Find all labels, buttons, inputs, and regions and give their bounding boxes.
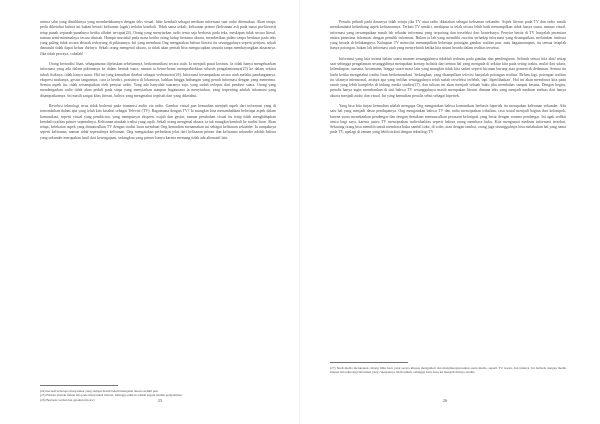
paragraph: Yang bisa kita tinjau kemudian adalah mengapa Ong mengatakan bahwa komunikasi berbasis hipertek itu merupakan kelisanan sekunder. Ada satu hal yang menjadi dasar pendapatnya. Ong mengatakan bahwa TV dan radio menciptakan tribalitas, rasa sosial menjadi bagian dari kelompok, karena suara menekankan pendengar dan dengan demikian memunculkan perasaan kelompok yang besar dengan sesama pendengar. Ini agak sedikit rancu bagi saya, karena justru TV menciptakan individualitas seperti halnya orang membaca buku. Kita menguasai medium informasi tersebut. Sekarang orang bisa memilih untuk membaca buku sambil tidur, di toilet, atau dengan tambat, orang juga sesungguhnya bisa melakukan hal yang sama pada TV, apalagi di zaman yang lebih terkini dengan teknologi TV xyxy=(330,104,566,135)
footnote: (27) Studi media merupakan cabang ilmu baru yang secara khusus mengamati dan menginterpretasikan suatu media, seperti TV, koran, dan lainnya. Ini berbeda dengan media literasi dan teknologi informasi yang cakupannya lebih umum, sehingga baru-baru ini menjadi dirinya sendiri. xyxy=(330,366,566,375)
footnote: (26) Berbasis verbal dan gerakan (motor) xyxy=(40,397,95,402)
page-number: 25 xyxy=(157,398,163,403)
paragraph: Orang bertradisi lisan, sebagaimana dijelaskan sebelumnya, berkomunikasi secara utuh. Ia menjadi pusat kosmos. Ia tidak hanya mengeluarkan informasi yang ada dalam pikirannya ke dalam bentuk suara, namun ia benar-benar mempraktekkan seluruh pengalamannya(25) ke dalam sekitar tubuh fisiknya, tidak hanya suara. Hal ini yang kemudian disebut sebagai verbomotor(26). Informasi tersampaikan secara utuh melalui pandangannya, ekspresi mukanya, gestur tangannya, cara ia berdiri, posisinya di lokasinya, bahkan hingga hubungan yang penuh informasi dengan yang menerima. Semua aspek itu, tidak tersampaikan oleh penyiar radio. Yang ada hanyalah suaranya saja, yang sudah terlepas dari pemberi suara. Orang yang mendengarkan radio tidak akan peduli pada siapa yang menyiarkan ataupun bagaimana ia menyiarkan, yang terpenting adalah informasi yang disampaikannya. Ini masih sangat khas literasi, bahwa yang mengetahui terpisah dari yang diketahui. xyxy=(40,62,276,98)
footnote: (25) Pikiran abstrak bukan ada pada masyarakat literasi, sehingga pikiran adalah segala bentuk pengalaman xyxy=(40,393,182,398)
footnote-divider xyxy=(330,362,408,363)
right-page xyxy=(300,0,600,424)
right-footnotes xyxy=(330,366,566,375)
footnote-divider xyxy=(40,385,118,386)
paragraph: Revolusi teknologi terus tidak berhenti pada transmisi audio via radio. Gambar visual pun kemudian menjadi aspek dari informasi yang di transmisikan dalam apa yang telah kita ketahui sebagai Televisi (TV). Bagaimana dengan TV? Ia mungkin bisa menambahkan beberapa aspek dalam komunikasi, seperti visual yang pembicara, yang mempunyai ekspresi wajah dan gestur, namun perubahan visual itu tetap tidak menghidupkan kembali oralitas primer sepenuhnya. Kelisanan ataukah tradisi yang rapih. Sekali orang mengenal aksara, ia tak mungkin kembali ke tradisi lisan. Akan tetapi, kelekatan aspek yang dimunculkan TV dengan tradisi lisan membuat Ong kemudian menamakan ini sebagai kelisanan sekunder. Ia tampaknya seperti kelisanan, namun tidak sepenuhnya kelisanan. Ong mengatakan perbedaan jelas dari kelisanan primer dan kelisanan sekunder adalah bahwa yang sekunder merupakan hasil dari kesengajaan, sedangkan yang primer hanya karena memang tidak ada alternatif lain. xyxy=(40,104,276,140)
paragraph: Penulis pribadi pada dasarnya tidak setuju jika TV atau radio dikatakan sebagai kelisanan sekunder. Aspek literasi pada TV dan radio masih mendominasi ketimbang aspek kelisanannya. Terkait TV sendiri, meskipun ia telah secara lebih baik menampilkan tidak hanya suara, namun visual, informasi yang tersampaikan masih lah sekadar informasi yang terpotong dan terseleksi dari konteksnya. Penyiar berita di TV hanyalah perantara antara penerima informasi dengan pemilik informasi. Bukan ia lah yang memiliki otoritas terhadap informasi yang disampaikan, melainkan institusi yang berada di belakangnya. Kalaupun TV mencoba menampilkan beberapa potongan gambar realitas pun, mau bagaimanapun, itu semua tetaplah hanya potongan, bukan lah informasi utuh yang menyeluruh ketika kita murni berada dalam realitas tersebut. xyxy=(330,20,566,51)
footnote: (24) kecuali beberapa masyarakat yang sampai masih belum mengenal aksara sedikit pun xyxy=(40,389,158,393)
page-number: 26 xyxy=(442,398,448,403)
paragraph: semua silat yang dimilikinya yang membedakannya dengan teks visual, lahir kembali sebagai medium informasi saat radio ditemukan. Akan tetapi, perlu diketahui bahwa ini bukan berarti kelisanan (agak) terlahir kembali. Tidak sama sekali, kelisanan primer (kelisanan asli pada masa pra-literasi) tetap punah sepunah-punahnya ketika alfabet tercipta(24). Orang yang menyiarkan radio tentu saja berbasis pada teks, meskipun tidak secara literal, namun semi-minimalnya secara abstrak. Hampir mustahil pada masa ketika orang hidup bersama aksara, memberikan pidato tanpa berdasar pada teks yang paling tidak secara abstrak terbayang di pikirannya. Ini yang membuat Ong mengatakan bahwa literasi itu sesungguhnya seperti penjara, sekali dimasuki tidak dapat keluar darinya. Sekali orang mengenal aksara, ia tidak akan pernah bisa mengucapkan sesuatu tanpa membayangkan aksaranya. Jika tidak percaya, cobalah! xyxy=(40,20,276,56)
left-body-text xyxy=(40,20,276,146)
paragraph: Informasi yang kita terima dalam suatu momen sesungguhnya tidaklah terbatas pada gambar dan pendengaran. Seluruh sensor kita aktif setiap saat sehingga pengalaman sesungguhnya merupakan konsep holistik dari semua hal yang mengada di sekitar kita pada setiap waktu, mulai dari udara, kelembapan, suasana, keramaian, hingga suara-suara lain yang mungkin tidak kita sadari seperti kicauan burung atau gemericik dedaunan. Semua itu hadir ketika mengetahui tradisi lisan berkomunikasi. Sedangkan, yang ditampilkan televisi hanyalah potongan realitas. Belum lagi, potongan realitas itu sifatnya intensional, artinya apa yang terlihat sesungguhnya telah sudah terseleksi terlebih, tapi 'diperlihatkan'. Hal ini akan membawa kita pada ranah yang lebih kompleks di bidang media studies(27), dan tulisan ini akan menjadi sebuah buku jika membahas sampai kesana. Dengan begitu, penulis hanya ingin menekankan di sini bahwa TV sesungguhnya masih merupakan literasi dimana teks yang menjadi medium meluas dari hanya aksara menjadi audio dan visual. Ini yang kemudian penulis sebut sebagai hipertek. xyxy=(330,56,566,98)
right-body-text xyxy=(330,20,566,141)
